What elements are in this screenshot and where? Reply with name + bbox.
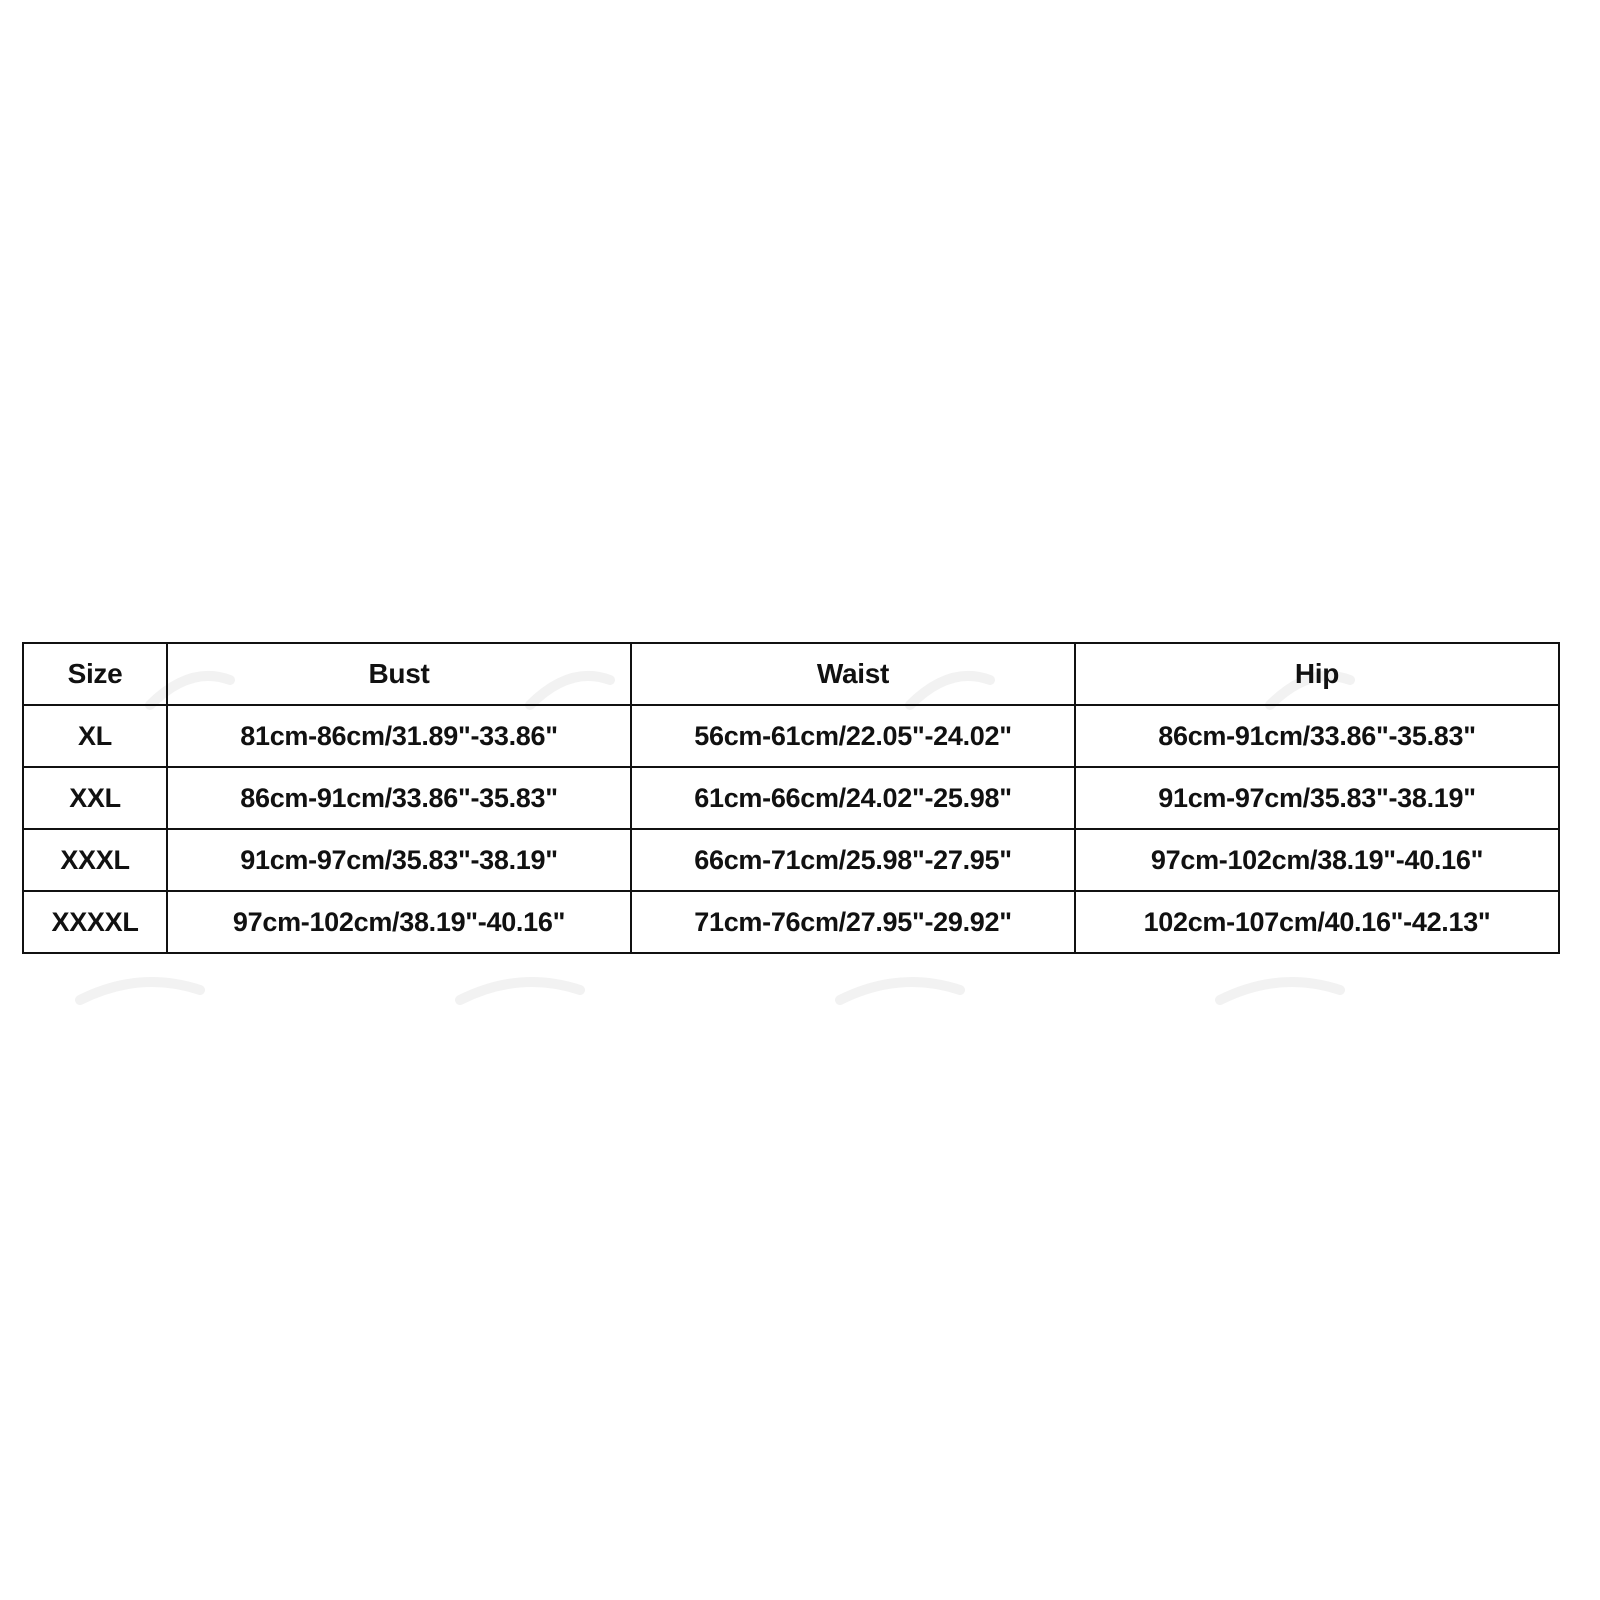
- bust-cell: 91cm-97cm/35.83"-38.19": [167, 829, 631, 891]
- bust-cell: 86cm-91cm/33.86"-35.83": [167, 767, 631, 829]
- table-row: [23, 829, 1559, 891]
- waist-cell: 66cm-71cm/25.98"-27.95": [631, 829, 1075, 891]
- waist-cell: 56cm-61cm/22.05"-24.02": [631, 705, 1075, 767]
- table-row: [23, 767, 1559, 829]
- hip-cell: 102cm-107cm/40.16"-42.13": [1075, 891, 1559, 953]
- size-cell: XXL: [23, 767, 167, 829]
- table-row: [23, 891, 1559, 953]
- hip-cell: 86cm-91cm/33.86"-35.83": [1075, 705, 1559, 767]
- size-cell: XXXL: [23, 829, 167, 891]
- header-size: Size: [23, 643, 167, 705]
- size-cell: XL: [23, 705, 167, 767]
- bust-cell: 81cm-86cm/31.89"-33.86": [167, 705, 631, 767]
- size-chart-table: [22, 642, 1560, 954]
- bust-cell: 97cm-102cm/38.19"-40.16": [167, 891, 631, 953]
- size-cell: XXXXL: [23, 891, 167, 953]
- header-bust: Bust: [167, 643, 631, 705]
- hip-cell: 97cm-102cm/38.19"-40.16": [1075, 829, 1559, 891]
- waist-cell: 71cm-76cm/27.95"-29.92": [631, 891, 1075, 953]
- table-row: [23, 705, 1559, 767]
- waist-cell: 61cm-66cm/24.02"-25.98": [631, 767, 1075, 829]
- hip-cell: 91cm-97cm/35.83"-38.19": [1075, 767, 1559, 829]
- table-header-row: [23, 643, 1559, 705]
- header-hip: Hip: [1075, 643, 1559, 705]
- header-waist: Waist: [631, 643, 1075, 705]
